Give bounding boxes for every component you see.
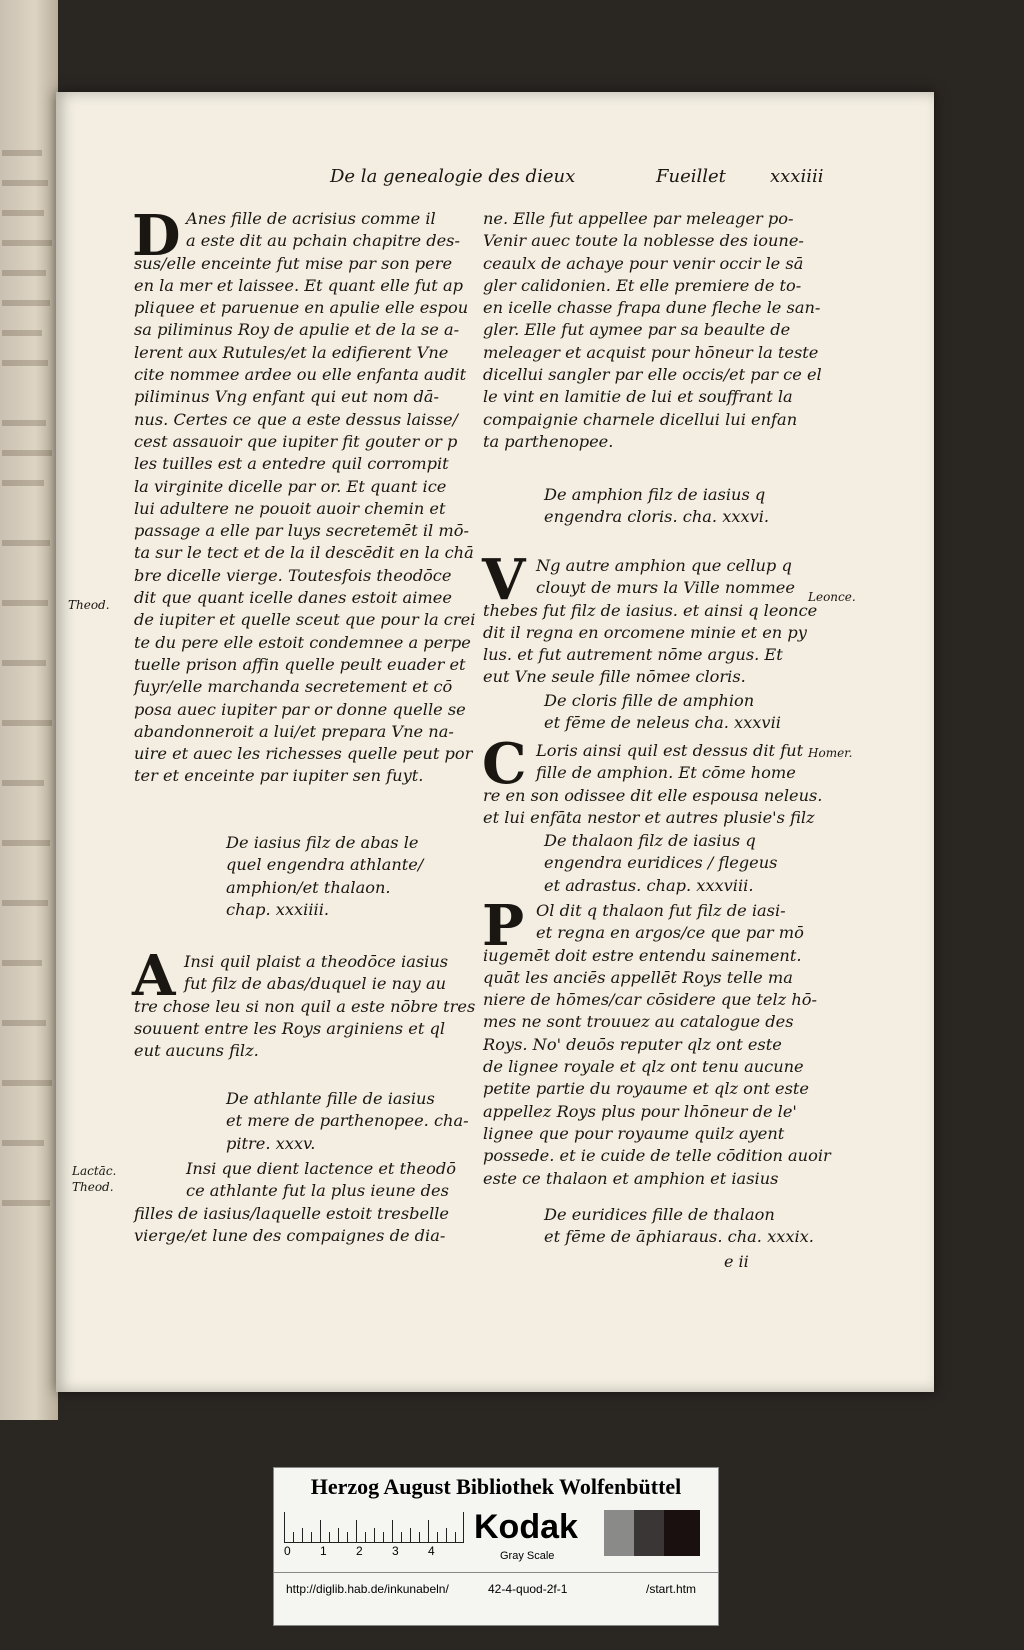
text-line: appellez Roys plus pour lhōneur de le' [483, 1101, 797, 1121]
label-footer-rule [274, 1572, 718, 1573]
text-line: uire et auec les richesses quelle peut por [134, 744, 473, 764]
text-line: dit que quant icelle danes estoit aimee [134, 588, 452, 608]
text-line: sa piliminus Roy de apulie et de la se a- [134, 320, 460, 340]
initial-v: V [482, 547, 526, 613]
right-para1 [483, 208, 822, 453]
text-line: clouyt de murs la Ville nommee [536, 578, 795, 598]
left-para1 [134, 253, 475, 788]
text-line: cite nommee ardee ou elle enfanta audit [134, 365, 467, 385]
kodak-logo: Kodak [474, 1508, 578, 1546]
right-para4-head [536, 900, 804, 945]
heading-line: et fēme de neleus cha. xxxvii [544, 713, 781, 733]
heading-line: De iasius filz de abas le [226, 833, 419, 852]
text-line: et regna en argos/ce que par mō [536, 923, 804, 943]
right-para4 [483, 945, 831, 1190]
text-line: iugemēt doit estre entendu sainement. [483, 945, 802, 965]
left-heading2 [226, 1088, 469, 1155]
heading-line: amphion/et thalaon. [226, 877, 391, 897]
right-heading3 [544, 830, 777, 897]
running-title: De la genealogie des dieux [330, 166, 576, 187]
text-line: les tuilles est a entedre quil corrompit [134, 454, 449, 474]
text-line: dit il regna en orcomene minie et en py [483, 622, 807, 642]
shelfmark: 42-4-quod-2f-1 [488, 1582, 568, 1596]
signature-mark: e ii [724, 1252, 749, 1271]
initial-p: P [482, 893, 525, 959]
left-para3-head [186, 1158, 456, 1203]
text-line: quāt les anciēs appellēt Roys telle ma [483, 967, 793, 987]
text-line: la virginite dicelle par or. Et quant ice [134, 476, 447, 496]
heading-line: chap. xxxiiii. [226, 899, 330, 919]
right-para2-head [536, 555, 795, 600]
text-line: fuyr/elle marchanda secretement et cō [134, 677, 453, 697]
right-para3 [483, 785, 822, 830]
heading-line: De cloris fille de amphion [544, 691, 755, 710]
folio-number: xxxiiii [770, 166, 824, 187]
right-heading4 [544, 1204, 814, 1249]
marginal-note-lactanc: Lactāc. [72, 1164, 117, 1178]
text-line: pliquee et paruenue en apulie elle espou [134, 298, 469, 318]
text-line: compaignie charnele dicellui lui enfan [483, 409, 798, 429]
facing-page-edge [0, 0, 58, 1420]
marginal-note-leonce: Leonce. [808, 590, 856, 604]
heading-line: De amphion filz de iasius q [544, 485, 766, 504]
text-line: te du pere elle estoit condemnee a perpe [134, 632, 471, 652]
text-line: Loris ainsi quil est dessus dit fut [536, 741, 804, 760]
initial-d: D [132, 203, 181, 269]
text-line: et lui enfāta nestor et autres plusie's filz [483, 807, 815, 827]
text-line: lignee que pour royaume quilz ayent [483, 1123, 785, 1143]
heading-line: quel engendra athlante/ [226, 855, 424, 875]
marginal-note-homer: Homer. [808, 746, 853, 760]
text-line: eut aucuns filz. [134, 1041, 259, 1061]
text-line: Insi quil plaist a theodōce iasius [184, 952, 449, 971]
text-line: eut Vne seule fille nōmee cloris. [483, 667, 746, 687]
text-line: niere de hōmes/car cōsidere que telz hō- [483, 990, 817, 1010]
text-line: piliminus Vng enfant qui eut nom dā- [134, 387, 439, 407]
right-para2 [483, 600, 817, 689]
text-line: de iupiter et quelle sceut que pour la crei [134, 610, 476, 630]
left-para2-head [184, 951, 448, 996]
text-line: abandonneroit a lui/et prepara Vne na- [134, 721, 454, 741]
gray-swatch-dark [634, 1510, 664, 1556]
ruler-label: 2 [356, 1544, 363, 1558]
text-line: lus. et fut autrement nōme argus. Et [483, 645, 783, 665]
text-line: fille de amphion. Et cōme home [536, 763, 796, 783]
initial-a: A [132, 943, 176, 1009]
left-heading1 [226, 832, 423, 921]
text-line: petite partie du royaume et qlz ont este [483, 1079, 809, 1099]
left-para2 [134, 996, 475, 1063]
heading-line: et adrastus. chap. xxxviii. [544, 875, 754, 895]
right-heading1 [544, 484, 769, 529]
start-link-text: /start.htm [646, 1582, 697, 1596]
text-line: Insi que dient lactence et theodō [186, 1159, 456, 1178]
heading-line: et fēme de āphiaraus. cha. xxxix. [544, 1227, 814, 1247]
text-line: de lignee royale et qlz ont tenu aucune [483, 1057, 804, 1077]
text-line: fut filz de abas/duquel ie nay au [184, 974, 447, 994]
ruler-label: 0 [284, 1544, 291, 1558]
text-line: ta sur le tect et de la il descēdit en la chā [134, 543, 474, 563]
ruler-label: 1 [320, 1544, 327, 1558]
facing-page-bleed-through [0, 0, 58, 1420]
heading-line: pitre. xxxv. [226, 1133, 316, 1153]
text-line: este ce thalaon et amphion et iasius [483, 1168, 779, 1188]
measurement-ruler [284, 1512, 464, 1543]
text-line: passage a elle par luys secretemēt il mō- [134, 521, 469, 541]
text-line: ta parthenopee. [483, 431, 614, 451]
text-line: mes ne sont trouuez au catalogue des [483, 1012, 794, 1032]
folio-word: Fueillet [656, 166, 726, 187]
text-line: Roys. No' deuōs reputer qlz ont este [483, 1034, 782, 1054]
text-line: gler calidonien. Et elle premiere de to- [483, 275, 802, 295]
text-line: en icelle chasse frapa dune fleche le san- [483, 298, 821, 318]
text-line: ce athlante fut la plus ieune des [186, 1181, 449, 1201]
gray-scale-caption: Gray Scale [500, 1550, 555, 1562]
text-line: ne. Elle fut appellee par meleager po- [483, 209, 794, 228]
text-line: thebes fut filz de iasius. et ainsi q leonce [483, 600, 818, 620]
text-line: re en son odissee dit elle espousa neleus. [483, 785, 823, 805]
marginal-note-theod-2: Theod. [72, 1180, 114, 1194]
right-heading2 [544, 690, 781, 735]
right-para3-head [536, 740, 803, 785]
gray-swatch-black [664, 1510, 700, 1556]
text-line: tuelle prison affin quelle peult euader et [134, 654, 466, 674]
heading-line: De thalaon filz de iasius q [544, 831, 756, 850]
text-line: dicellui sangler par elle occis/et par ce el [483, 365, 822, 385]
text-line: ter et enceinte par iupiter sen fuyt. [134, 766, 424, 786]
ruler-label: 4 [428, 1544, 435, 1558]
text-line: nus. Certes ce que a este dessus laisse/ [134, 409, 458, 429]
text-line: souuent entre les Roys arginiens et ql [134, 1018, 446, 1038]
heading-line: engendra cloris. cha. xxxvi. [544, 507, 770, 527]
text-line: posa auec iupiter par or donne quelle se [134, 699, 466, 719]
text-line: lerent aux Rutules/et la edifierent Vne [134, 342, 449, 362]
digital-library-url: http://diglib.hab.de/inkunabeln/ [286, 1582, 449, 1596]
text-line: Ng autre amphion que cellup q [536, 556, 792, 575]
text-line: gler. Elle fut aymee par sa beaulte de [483, 320, 791, 340]
text-line: filles de iasius/laquelle estoit tresbelle [134, 1203, 450, 1223]
left-para1-head [186, 208, 460, 253]
text-line: possede. et ie cuide de telle cōdition auoir [483, 1146, 831, 1166]
text-line: meleager et acquist pour hōneur la teste [483, 342, 819, 362]
marginal-note-theod: Theod. [68, 598, 110, 612]
heading-line: et mere de parthenopee. cha- [226, 1111, 469, 1131]
heading-line: De euridices fille de thalaon [544, 1205, 775, 1224]
heading-line: engendra euridices / flegeus [544, 853, 778, 873]
left-para3 [134, 1203, 449, 1248]
library-label-card [273, 1467, 719, 1626]
text-line: Anes fille de acrisius comme il [186, 209, 436, 228]
text-line: ceaulx de achaye pour venir occir le sā [483, 253, 804, 273]
text-line: bre dicelle vierge. Toutesfois theodōce [134, 565, 452, 585]
text-line: cest assauoir que iupiter fit gouter or p [134, 431, 458, 451]
text-line: Ol dit q thalaon fut filz de iasi- [536, 901, 786, 920]
text-line: en la mer et laissee. Et quant elle fut ap [134, 275, 463, 295]
heading-line: De athlante fille de iasius [226, 1089, 435, 1108]
text-line: sus/elle enceinte fut mise par son pere [134, 253, 453, 273]
library-name: Herzog August Bibliothek Wolfenbüttel [310, 1474, 682, 1499]
text-line: a este dit au pchain chapitre des- [186, 231, 460, 251]
text-line: vierge/et lune des compaignes de dia- [134, 1225, 446, 1245]
text-line: tre chose leu si non quil a este nōbre tres [134, 996, 476, 1016]
initial-c: C [482, 731, 527, 797]
text-line: Venir auec toute la noblesse des ioune- [483, 231, 804, 251]
text-line: le vint en lamitie de lui et souffrant la [483, 387, 793, 407]
text-line: lui adultere ne pouoit auoir chemin et [134, 498, 446, 518]
gray-swatch-mid [604, 1510, 634, 1556]
ruler-label: 3 [392, 1544, 399, 1558]
